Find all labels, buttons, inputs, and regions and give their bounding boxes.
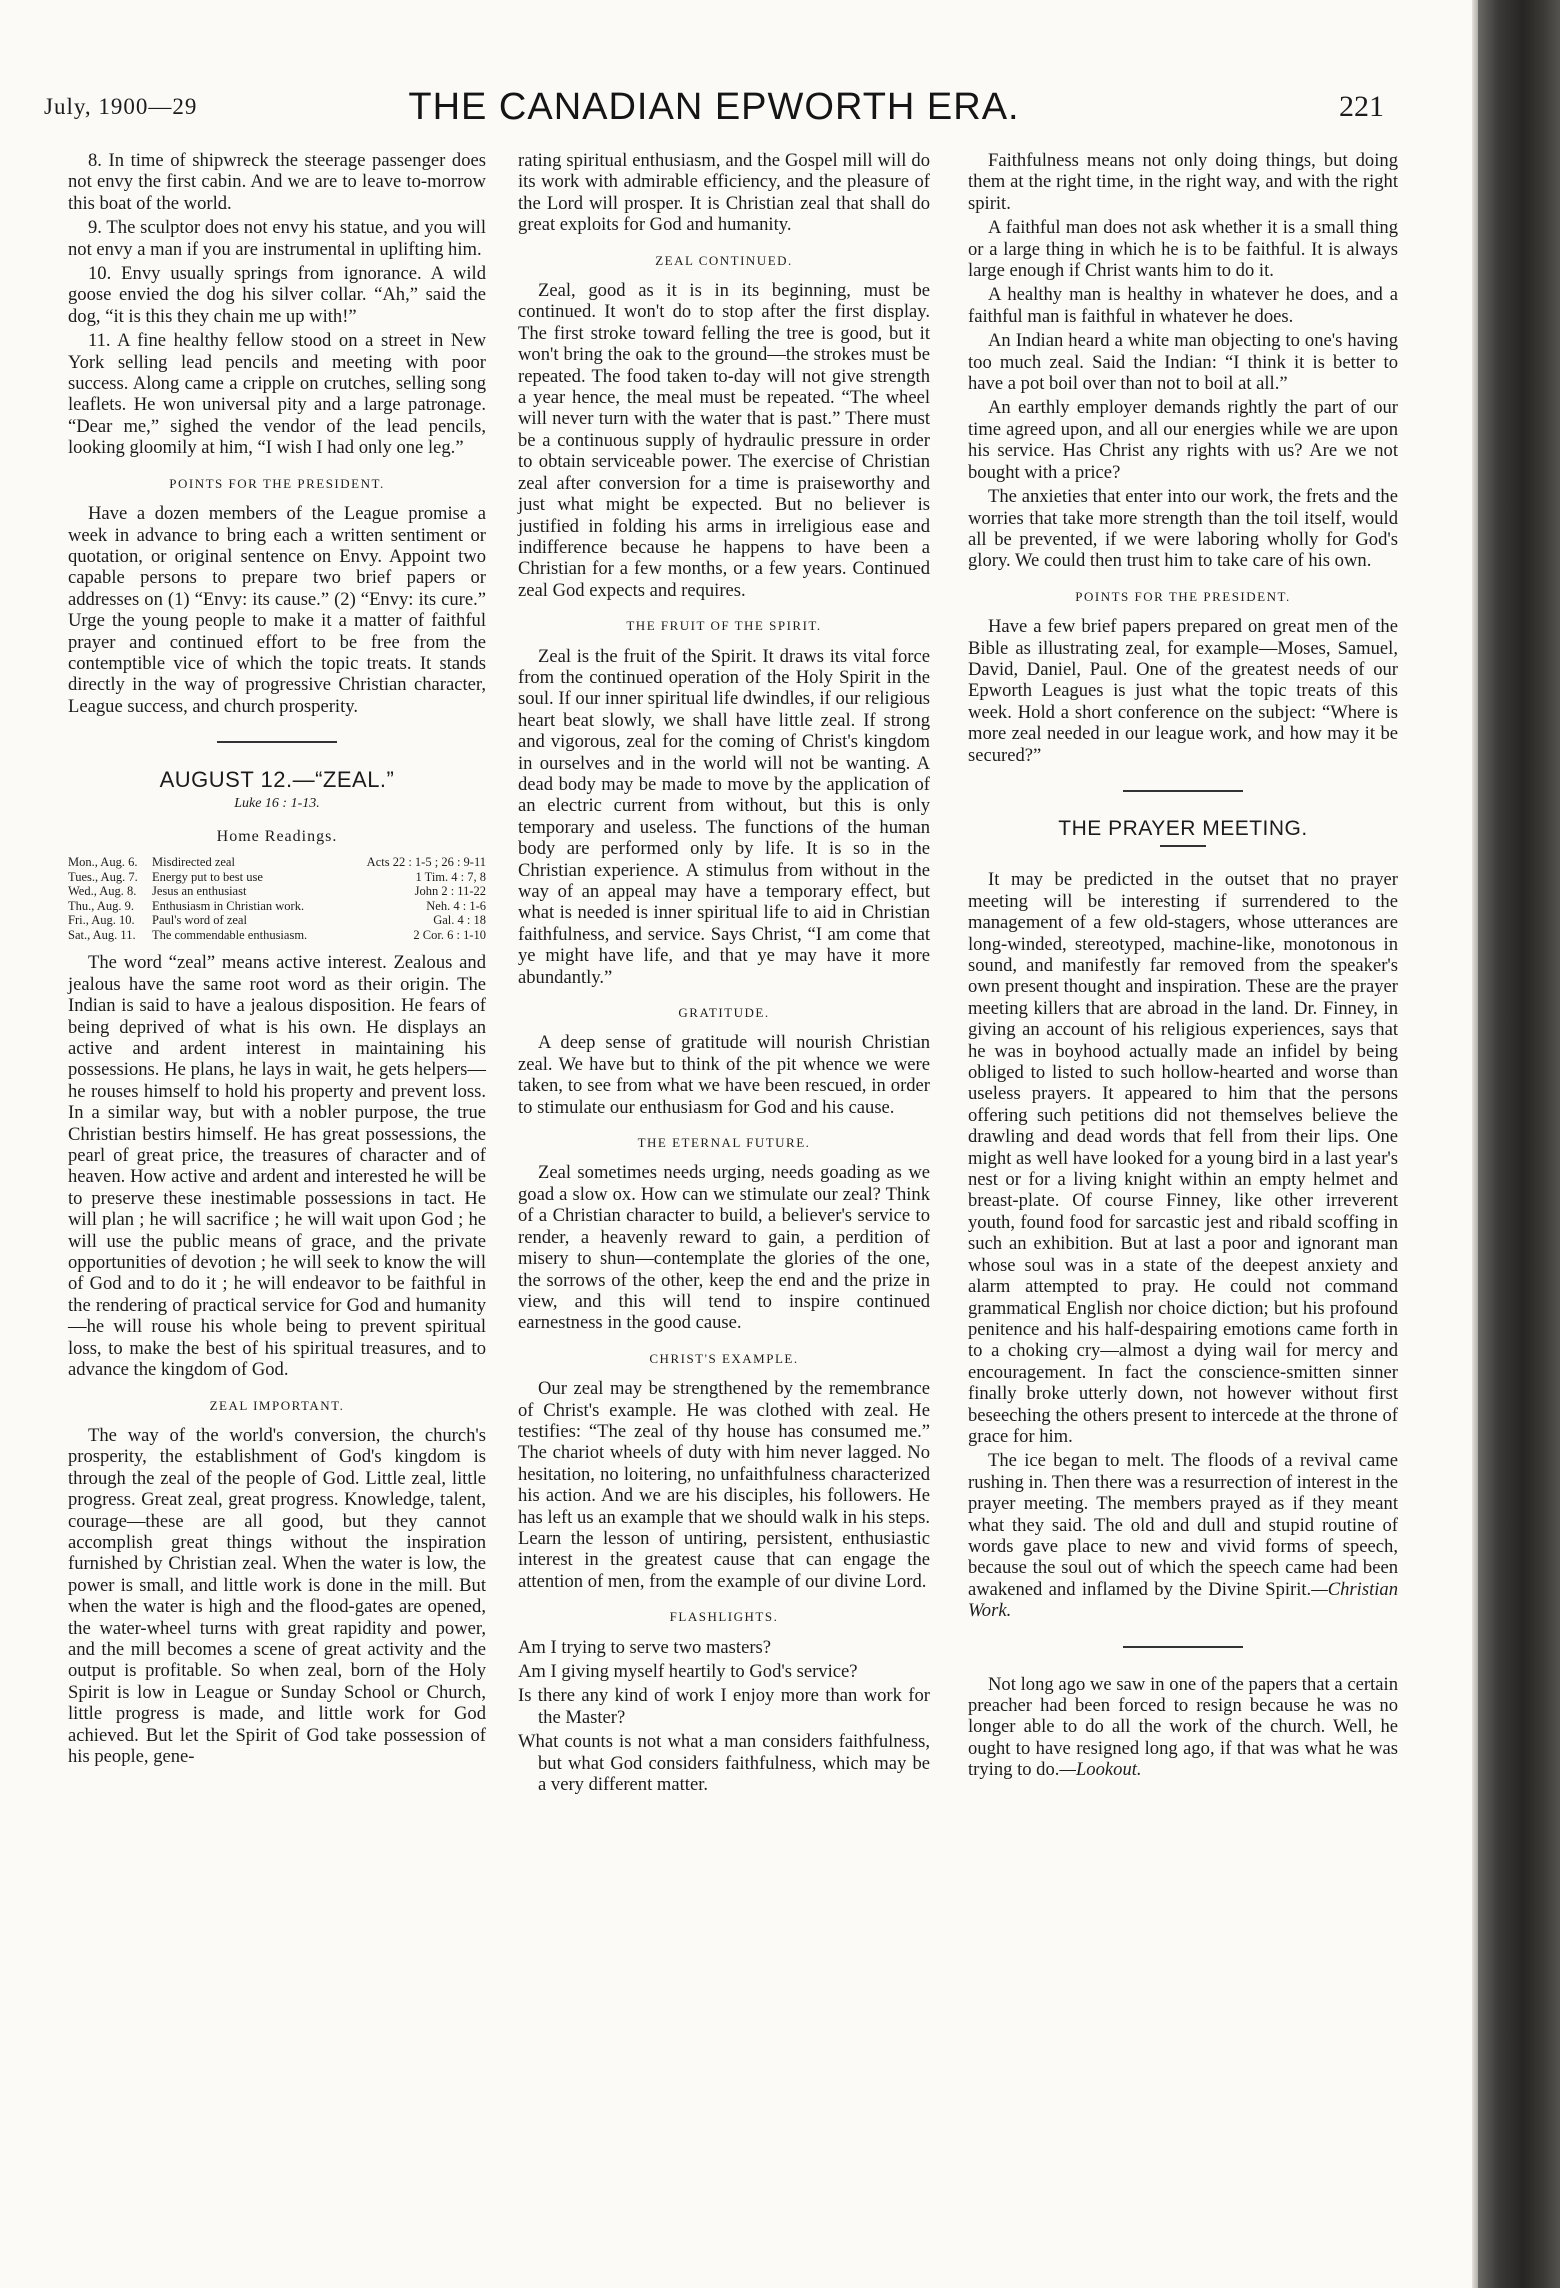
- paragraph: Have a dozen members of the League promise a week in advance to bring each a written sentiment or quotation, or original sentence on Envy. Appoint two capable persons to prepare two brief papers or addresses on (1) “Envy: its cause.” (2) “Envy: its cure.” Urge the young people to make it a matter of faithful prayer and continued effort to be free from the contemptible vice of which the topic treats. It stands directly in the way of progressive Christian character, League success, and church prosperity.: [68, 503, 486, 717]
- flashlights-list: [518, 1637, 930, 1796]
- section-heading: ZEAL IMPORTANT.: [209, 1397, 345, 1413]
- reading-day: Wed., Aug. 8.: [68, 884, 137, 899]
- paragraph: An earthly employer demands rightly the part of our time agreed upon, and all our energies while we are upon his service. Has Christ any rights with us? Are we not bought with a price?: [968, 397, 1398, 483]
- reading-day: Thu., Aug. 9.: [68, 898, 134, 913]
- paragraph: Zeal is the fruit of the Spirit. It draws its vital force from the continued operation of the Holy Spirit in the soul. If our inner spiritual life dwindles, if our religious heart beat slowly, we shall have little zeal. If strong and vigorous, zeal for the coming of Christ's kingdom in ourselves and in the world will not be wanting. A dead body may be made to move by the application of an electric current from without, but this is only temporary and useless. The functions of the human body are performed only by life. It is so in the Christian experience. A stimulus from without in the way of an appeal may have a temporary effect, but what is needed is inner spiritual life to aid in Christian faithfulness, and service. Says Christ, “I am come that ye might have life, and that ye may have it more abundantly.”: [518, 645, 930, 988]
- paragraph: [968, 1674, 1398, 1781]
- reading-row: [68, 928, 486, 943]
- divider: [1123, 790, 1243, 792]
- attribution: —Christian Work.: [968, 1578, 1398, 1622]
- reading-text: The commendable enthusiasm.: [152, 927, 308, 942]
- reading-text: Misdirected zeal: [152, 855, 235, 870]
- list-item: Am I giving myself heartily to God's service?: [518, 1661, 858, 1682]
- section-heading: GRATITUDE.: [678, 1005, 770, 1021]
- list-item: Is there any kind of work I enjoy more than work for the Master?: [518, 1685, 930, 1728]
- reading-text: Jesus an enthusiast: [152, 884, 247, 899]
- paragraph-text: The ice began to melt. The floods of a revival came rushing in. Then there was a resurrection of interest in the prayer meeting. The members prayed as if they meant what they said. The old and dull and stupid routine of words gave place to new and vivid forms of speech, because the soul out of which the speech came had been awakened and inflamed by the Divine Spirit.: [968, 1450, 1398, 1600]
- reading-row: [68, 899, 486, 914]
- section-heading: POINTS FOR THE PRESIDENT.: [169, 475, 385, 491]
- reading-row: [68, 913, 486, 928]
- reading-ref: Neh. 4 : 1-6: [426, 898, 486, 913]
- reading-day: Tues., Aug. 7.: [68, 869, 138, 884]
- paragraph: rating spiritual enthusiasm, and the Gospel mill will do its work with admirable efficiency, and the pleasure of the Lord will prosper. It is Christian zeal that shall do great exploits for God and humanity.: [518, 150, 930, 236]
- section-heading: ZEAL CONTINUED.: [655, 252, 793, 268]
- publication-title: THE CANADIAN EPWORTH ERA.: [408, 86, 1020, 128]
- reading-day: Fri., Aug. 10.: [68, 913, 135, 928]
- book-spine: [1478, 0, 1560, 2288]
- paragraph: 9. The sculptor does not envy his statue, and you will not envy a man if you are instrumental in uplifting him.: [68, 217, 486, 260]
- reading-text: Paul's word of zeal: [152, 913, 247, 928]
- paragraph: Faithfulness means not only doing things, but doing them at the right time, in the right way, and with the right spirit.: [968, 150, 1398, 214]
- paragraph-text: Not long ago we saw in one of the papers that a certain preacher had been forced to resign because he was no longer able to do all the work of the church. Well, he ought to have resigned long ago, if that was what he was trying to do.: [968, 1673, 1398, 1781]
- reading-row: [68, 870, 486, 885]
- paragraph: Zeal, good as it is in its beginning, must be continued. It won't do to stop after the first display. The first stroke toward felling the tree is good, but it won't bring the oak to the ground—the strokes must be repeated. The food taken to-day will not give strength a year hence, the meal must be repeated. “The wheel will never turn with the water that is past.” There must be a continuous supply of hydraulic pressure in order to obtain serviceable power. The exercise of Christian zeal after conversion for a time is praiseworthy and just what might be expected. But no believer is justified in folding his arms in irreligious ease and indifference because he happens to have been a Christian for a few months, or a few years. Continued zeal God expects and requires.: [518, 280, 930, 601]
- section-heading: THE FRUIT OF THE SPIRIT.: [626, 618, 822, 634]
- reading-ref: Acts 22 : 1-5 ; 26 : 9-11: [366, 855, 486, 870]
- list-item: What counts is not what a man considers faithfulness, but what God considers faithfulness, which may be a very different matter.: [518, 1731, 930, 1796]
- column-3: [968, 150, 1398, 1784]
- paragraph: [968, 1450, 1398, 1621]
- paragraph: The way of the world's conversion, the church's prosperity, the establishment of God's kingdom is through the zeal of the people of God. Little zeal, little progress. Great zeal, great progress. Knowledge, talent, courage—these are all good, but they cannot accomplish great things without the inspiration furnished by Christian zeal. When the water is low, the power is small, and little work is done in the mill. But when the water is high and the flood-gates are opened, the water-wheel turns with great rapidity and power, and the mill becomes a scene of great activity and the output is profitable. So when zeal, born of the Holy Spirit is low in League or Sunday School or Church, little progress is made, and little work for God achieved. But let the Spirit of God take possession of his people, gene-: [68, 1424, 486, 1767]
- paragraph: Our zeal may be strengthened by the remembrance of Christ's example. He was clothed with zeal. He testifies: “The zeal of thy house has consumed me.” The chariot wheels of duty with him never lagged. No hesitation, no loitering, no unfaithfulness characterized his action. And we are his disciples, his followers. He has left us an example that we should walk in his steps. Learn the lesson of untiring, persistent, enthusiastic interest in the greatest cause that can engage the attention of men, from the example of our divine Lord.: [518, 1378, 930, 1592]
- paragraph: An Indian heard a white man objecting to one's having too much zeal. Said the Indian: “I think it is better to have a pot boil over than not to boil at all.”: [968, 330, 1398, 395]
- paragraph: It may be predicted in the outset that no prayer meeting will be interesting if surrendered to the management of a few old-stagers, whose utterances are long-winded, stereotyped, machine-like, monotonous in sound, and manifestly far removed from the speaker's own present thought and inspiration. These are the prayer meeting killers that are abroad in the land. Dr. Finney, in giving an account of his religious experiences, says that he was in boyhood actually made an infidel by being obliged to listed to such hollow-hearted and worse than useless prayers. It appeared to him that the persons offering such petitions did not themselves believe the drawling and dead words that fell from their lips. One might as well have looked for a young bird in a last year's nest or for a living knight within an empty helmet and breast-plate. Of course Finney, like other irreverent youth, found food for sarcastic jest and ribald scoffing in such an exhibition. But at last a poor and ignorant man whose soul was in a state of the deepest anxiety and alarm attempted to pray. He could not command grammatical English nor choice diction; but his profound penitence and his half-despairing emotions came forth in to a choking cry—almost a dying wail for mercy and encouragement. In fact the conscience-smitten sinner finally broke utterly down, not however without first beseeching the others present to intercede at the throne of grace for him.: [968, 869, 1398, 1447]
- section-title: THE PRAYER MEETING.: [1058, 816, 1308, 840]
- reading-ref: Gal. 4 : 18: [433, 913, 486, 928]
- issue-date: July, 1900—29: [44, 94, 198, 119]
- reading-text: Enthusiasm in Christian work.: [152, 898, 305, 913]
- home-readings-table: [68, 855, 486, 942]
- column-1: [68, 150, 486, 1770]
- list-item: Am I trying to serve two masters?: [518, 1636, 772, 1658]
- reading-ref: John 2 : 11-22: [414, 884, 486, 899]
- reading-ref: 1 Tim. 4 : 7, 8: [415, 869, 486, 884]
- section-heading: CHRIST'S EXAMPLE.: [649, 1350, 799, 1366]
- divider: [1160, 845, 1206, 847]
- section-heading: FLASHLIGHTS.: [669, 1609, 779, 1625]
- divider: [1123, 1646, 1243, 1648]
- section-heading: POINTS FOR THE PRESIDENT.: [1075, 588, 1291, 604]
- reading-day: Sat., Aug. 11.: [68, 927, 136, 942]
- paragraph: The word “zeal” means active interest. Zealous and jealous have the same root word as their origin. The Indian is said to have a jealous disposition. He fears of being deprived of what is his own. He displays an active and ardent interest in maintaining his possessions. He plans, he lays in wait, he gets helpers—he rouses himself to hold his property and prevent loss. In a similar way, but with a nobler purpose, the true Christian bestirs himself. He has great possessions, the pearl of great price, the treasures of character and of heaven. How active and ardent and interested he will be to preserve these inestimable possessions in tact. He will plan ; he will sacrifice ; he will wait upon God ; he will use the public means of grace, and the private opportunities of devotion ; he will seek to know the will of God and to do it ; he will endeavor to be faithful in the rendering of practical service for God and humanity—he will rouse his whole being to prevent spiritual loss, to make the best of his spiritual treasures, and to advance the kingdom of God.: [68, 952, 486, 1381]
- paragraph: Zeal sometimes needs urging, needs goading as we goad a slow ox. How can we stimulate our zeal? Think of a Christian character to build, a believer's service to render, a heavenly reward to gain, a perdition of misery to shun—contemplate the glories of the one, the sorrows of the other, keep the end and the prize in view, and this will tend to inspire continued earnestness in the good cause.: [518, 1162, 930, 1334]
- paragraph: 8. In time of shipwreck the steerage passenger does not envy the first cabin. And we are to leave to-morrow this boat of the world.: [68, 150, 486, 214]
- paragraph: A faithful man does not ask whether it is a small thing or a large thing in which he is to be faithful. It is always large enough if Christ wants him to do it.: [968, 217, 1398, 282]
- reading-day: Mon., Aug. 6.: [68, 855, 138, 870]
- section-heading: THE ETERNAL FUTURE.: [637, 1135, 811, 1151]
- masthead: [44, 86, 1384, 138]
- paragraph: A healthy man is healthy in whatever he does, and a faithful man is faithful in whatever he does.: [968, 284, 1398, 327]
- column-2: [518, 150, 930, 1798]
- paragraph: The anxieties that enter into our work, the frets and the worries that take more strength than the toil itself, would all be prevented, if we were laboring wholly for God's glory. We could then trust him to take care of his own.: [968, 486, 1398, 572]
- reading-text: Energy put to best use: [152, 869, 263, 884]
- reading-row: [68, 884, 486, 899]
- page-number: 221: [1339, 90, 1384, 123]
- paragraph: 11. A fine healthy fellow stood on a street in New York selling lead pencils and meeting with poor success. Along came a cripple on crutches, selling song leaflets. He won universal pity and a large patronage. “Dear me,” sighed the vendor of the lead pencils, looking gloomily at him, “I wish I had only one leg.”: [68, 330, 486, 459]
- topic-title: AUGUST 12.—“ZEAL.”: [159, 767, 395, 793]
- topic-scripture: Luke 16 : 1-13.: [234, 795, 320, 811]
- paragraph: A deep sense of gratitude will nourish Christian zeal. We have but to think of the pit whence we were taken, to see from what we have been rescued, in order to stimulate our enthusiasm for God and his cause.: [518, 1032, 930, 1118]
- reading-ref: 2 Cor. 6 : 1-10: [413, 927, 486, 942]
- divider: [217, 741, 337, 743]
- home-readings-title: Home Readings.: [216, 827, 338, 845]
- attribution: —Lookout.: [1059, 1759, 1142, 1781]
- paragraph: Have a few brief papers prepared on great men of the Bible as illustrating zeal, for example—Moses, Samuel, David, Daniel, Paul. One of the greatest needs of our Epworth Leagues is just what the topic treats of this week. Hold a short conference on the subject: “Where is more zeal needed in our league work, and how may it be secured?”: [968, 616, 1398, 766]
- paragraph: 10. Envy usually springs from ignorance. A wild goose envied the dog his silver collar. “Ah,” said the dog, “it is this they chain me up with!”: [68, 263, 486, 327]
- reading-row: [68, 855, 486, 870]
